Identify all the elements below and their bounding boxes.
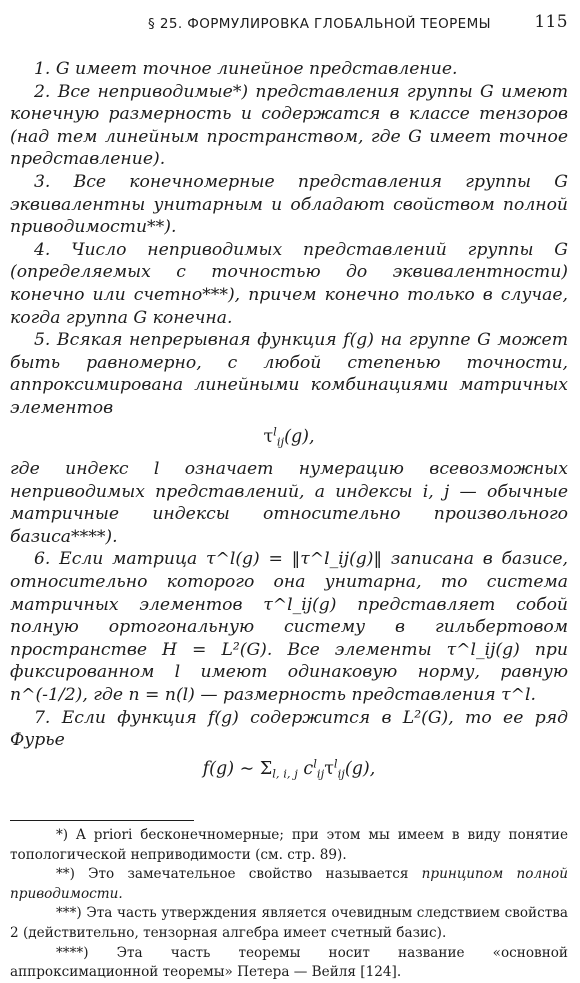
footnote-divider [10,820,194,821]
footnote-2-emphasis: принципом полной приводимости. [10,866,568,902]
main-text [10,58,568,792]
running-head-title: § 25. ФОРМУЛИРОВКА ГЛОБАЛЬНОЙ ТЕОРЕМЫ [148,16,491,32]
item-5-continuation: где индекс l означает нумерацию всевозможных неприводимых представлений, а индексы i, j — обычные матричные индексы относительно произвольного базиса****). [10,459,568,547]
item-4: 4. Число неприводимых представлений группы G (определяемых с точностью до эквивалентности) конечно или счетно***), причем конечно только в случае, когда группа G конечна. [10,239,568,328]
item-7: 7. Если функция f(g) содержится в L²(G), то ее ряд Фурье [10,707,568,751]
formula-matrix-elements: $\tau^l_{ij}(g)$, [263,424,315,448]
item-1: 1. G имеет точное линейное представление. [34,59,458,79]
footnote-2 [10,865,568,904]
item-6: 6. Если матрица τ^l(g) = ‖τ^l_ij(g)‖ записана в базисе, относительно которого она унитарна, то система матричных элементов τ^l_ij(g) представляет собой полную ортогональную систему в гильбертовом пространстве H = L²(G). Все элементы τ^l_ij(g) при фиксированном l имеют одинаковую норму, равную n^(-1/2), где n = n(l) — размерность представления τ^l. [10,549,568,706]
item-2: 2. Все неприводимые*) представления группы G имеют конечную размерность и содержатся в классе тензоров (над тем линейным пространством, где G имеет точное представление). [10,81,568,170]
footnotes [10,826,568,983]
footnote-1: *) A priori бесконечномерные; при этом мы имеем в виду понятие топологической неприводимости (см. стр. 89). [10,827,568,863]
item-5: 5. Всякая непрерывная функция f(g) на группе G может быть равномерно, с любой степенью точности, аппроксимирована линейными комбинациями матричных элементов [10,330,568,418]
footnote-4: ****) Эта часть теоремы носит название «основной аппроксимационной теоремы» Петера — Вейля [124]. [10,944,568,981]
page-number: 115 [534,12,568,32]
footnote-3: ***) Эта часть утверждения является очевидным следствием свойства 2 (действительно, тензорная алгебра имеет счетный базис). [10,905,568,941]
running-head [148,12,568,36]
item-3: 3. Все конечномерные представления группы G эквивалентны унитарным и обладают свойством полной приводимости**). [10,171,568,238]
formula-fourier-series: f(g) ∼ $\Sigma_{l, i, j}$ $c^l_{ij}\tau^l_{ij}(g)$, [202,756,376,781]
footnote-2-text: **) Это замечательное свойство называется [56,866,422,883]
